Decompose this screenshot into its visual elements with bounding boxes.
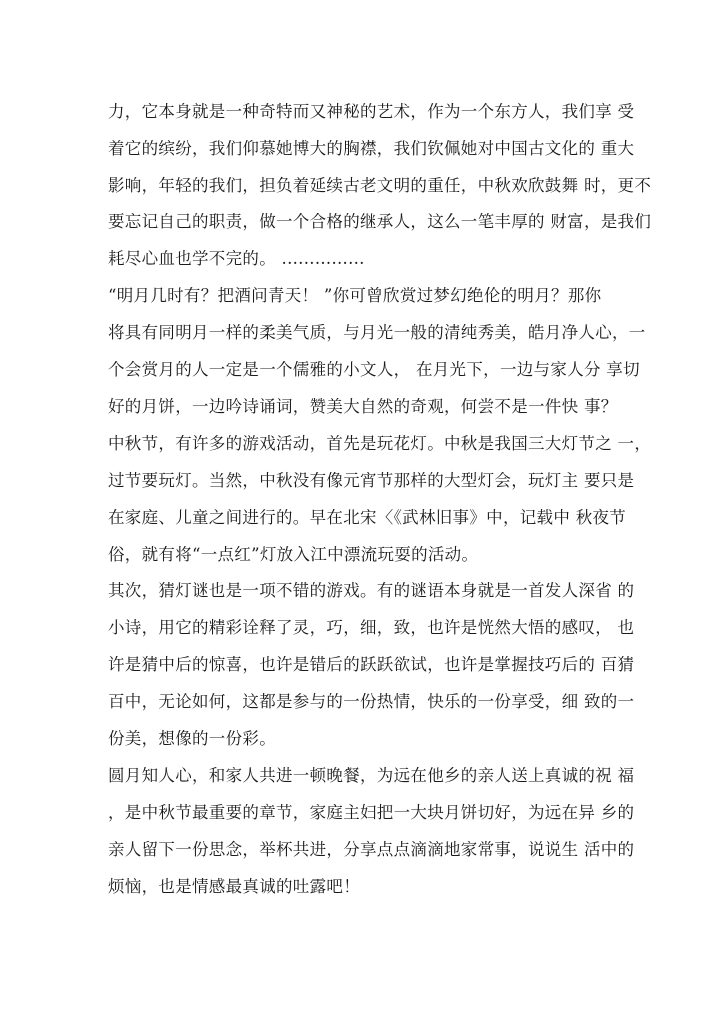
text-line: 着它的缤纷，我们仰慕她博大的胸襟，我们钦佩她对中国古文化的 重大	[108, 139, 635, 158]
text-line: 好的月饼，一边吟诗诵词，赞美大自然的奇观，何尝不是一件快 事？	[108, 397, 618, 416]
text-line: 许是猜中后的惊喜，也许是错后的跃跃欲试，也许是掌握技巧后的 百猜	[108, 655, 635, 674]
text-line: 将具有同明月一样的柔美气质，与月光一般的清纯秀美，皓月净人心，一	[108, 323, 646, 342]
text-line: 烦恼，也是情感最真诚的吐露吧！	[108, 877, 360, 896]
text-line: 影响，年轻的我们，担负着延续古老文明的重任，中秋欢欣鼓舞 时，更不	[108, 176, 652, 195]
text-line: 其次，猜灯谜也是一项不错的游戏。有的谜语本身就是一首发人深省 的	[108, 581, 635, 600]
text-line: 小诗，用它的精彩诠释了灵，巧，细，致，也许是恍然大悟的感叹， 也	[108, 618, 635, 637]
text-line: 中秋节，有许多的游戏活动，首先是玩花灯。中秋是我国三大灯节之 一，	[108, 434, 652, 453]
text-line: 亲人留下一份思念，举杯共进，分享点点滴滴地家常事，说说生 活中的	[108, 840, 635, 859]
text-line: 份美，想像的一份彩。	[108, 729, 276, 748]
text-line: “明月几时有？把酒问青天！ ”你可曾欣赏过梦幻绝伦的明月？那你	[108, 286, 602, 305]
text-line: 力，它本身就是一种奇特而又神秘的艺术，作为一个东方人，我们享 受	[108, 102, 635, 121]
text-line: 耗尽心血也学不完的。 ...............	[108, 249, 365, 268]
text-line: 要忘记自己的职责，做一个合格的继承人，这么一笔丰厚的 财富，是我们	[108, 212, 652, 231]
text-line: ，是中秋节最重要的章节，家庭主妇把一大块月饼切好，为远在异 乡的	[108, 803, 635, 822]
text-line: 过节要玩灯。当然，中秋没有像元宵节那样的大型灯会，玩灯主 要只是	[108, 471, 635, 490]
text-line: 在家庭、儿童之间进行的。早在北宋〈《武林旧事》中，记载中 秋夜节	[108, 508, 627, 527]
text-line: 个会赏月的人一定是一个儒雅的小文人， 在月光下，一边与家人分 享切	[108, 360, 640, 379]
text-line: 圆月知人心，和家人共进一顿晚餐，为远在他乡的亲人送上真诚的祝 福	[108, 766, 635, 785]
text-line: 俗，就有将“一点红”灯放入江中漂流玩耍的活动。	[108, 545, 479, 564]
text-line: 百中，无论如何，这都是参与的一份热情，快乐的一份享受，细 致的一	[108, 692, 635, 711]
